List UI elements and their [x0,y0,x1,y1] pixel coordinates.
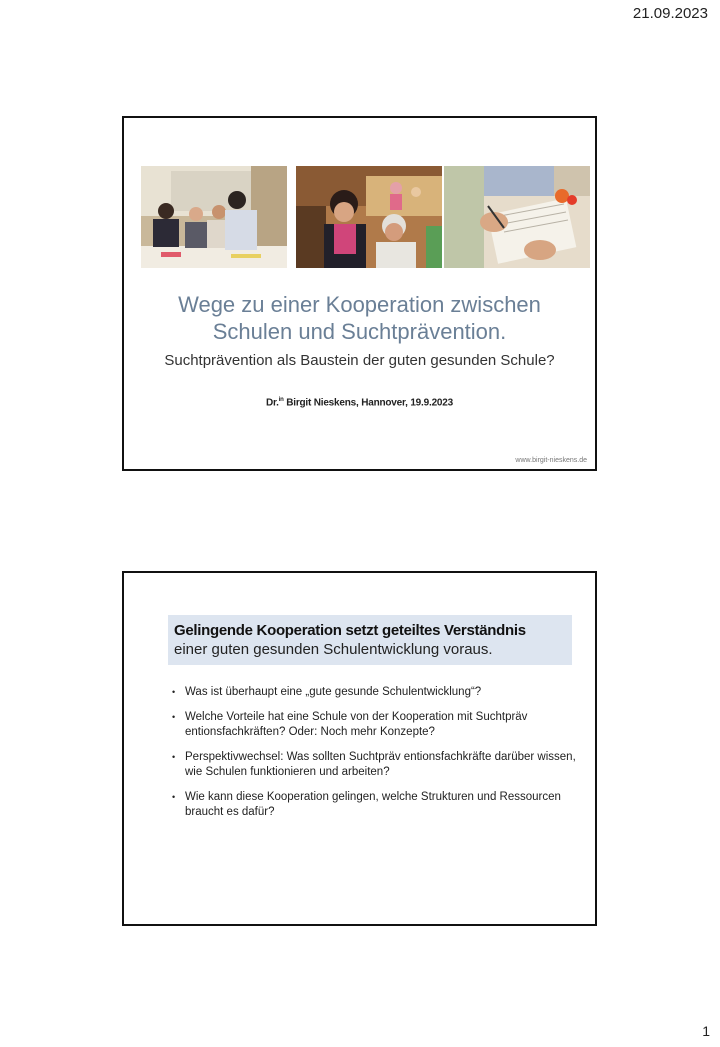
slide-2-heading-box [168,615,572,665]
list-item-text: Was ist überhaupt eine „gute gesunde Schulentwicklung“? [185,686,482,698]
list-item [168,790,578,820]
slide-1-title [124,291,595,345]
bullet-icon: • [172,687,176,697]
author-superscript: in [278,397,284,403]
list-item [168,685,578,700]
slide-2-bullet-list [168,685,578,830]
list-item-text: Welche Vorteile hat eine Schule von der Kooperation mit Suchtpräv entionsfachkräften? Oder: Noch mehr Konzepte? [185,711,528,738]
bullet-icon: • [172,792,176,802]
photo-teacher-classroom [296,166,442,268]
slide-1-title-line-1: Wege zu einer Kooperation zwischen [178,292,541,317]
slide-1-website: www.birgit-nieskens.de [515,457,587,464]
list-item [168,750,578,780]
slide-2-heading-regular: einer guten gesunden Schulentwicklung voraus. [174,641,493,658]
photo-writing-hands [444,166,590,268]
slide-2-heading-bold: Gelingende Kooperation setzt geteiltes Verständnis [174,622,526,639]
list-item [168,710,578,740]
photo-meeting-group [141,166,287,268]
slide-1 [122,116,597,471]
print-date: 21.09.2023 [632,5,708,22]
page-number: 1 [702,1023,710,1039]
slide-2 [122,571,597,926]
list-item-text: Wie kann diese Kooperation gelingen, welche Strukturen und Ressourcen braucht es dafür? [185,791,561,818]
slide-1-subtitle: Suchtprävention als Baustein der guten gesunden Schule? [164,352,555,369]
bullet-icon: • [172,712,176,722]
list-item-text: Perspektivwechsel: Was sollten Suchtpräv entionsfachkräfte darüber wissen, wie Schulen funktionieren und arbeiten? [185,751,576,778]
slide-1-author-line [124,397,595,408]
bullet-icon: • [172,752,176,762]
author-rest: Birgit Nieskens, Hannover, 19.9.2023 [283,397,454,409]
slide-1-title-line-2: Schulen und Suchtprävention. [212,319,507,344]
author-prefix: Dr. [265,397,279,409]
